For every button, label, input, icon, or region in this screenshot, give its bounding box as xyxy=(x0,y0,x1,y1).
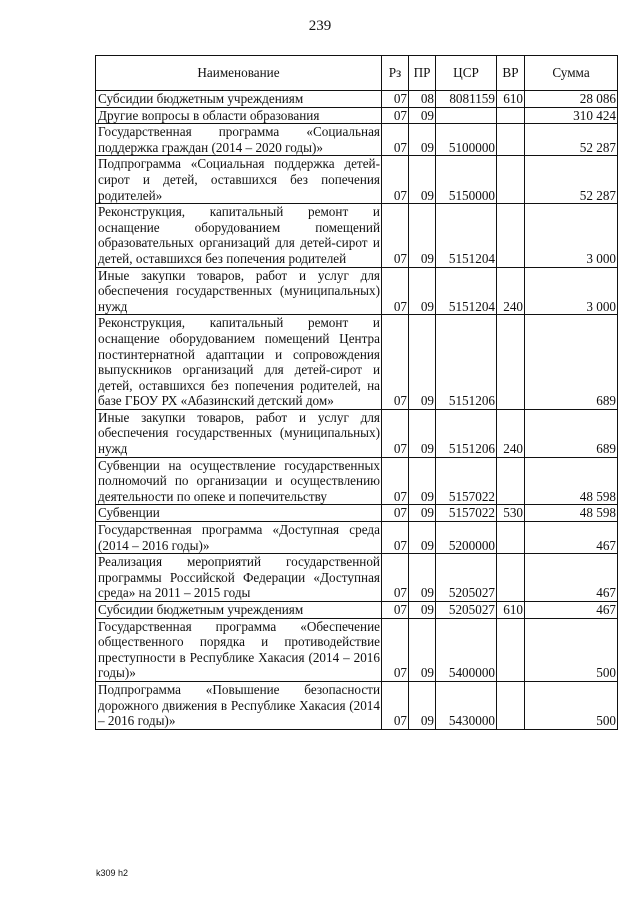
cell-rz: 07 xyxy=(382,315,409,410)
cell-name: Реконструкция, капитальный ремонт и оснащение оборудованием помещений Центра постинтернатной адаптации и сопровождения выпускников организаций для детей-сирот и детей, оставшихся без попечения родителей, на базе ГБОУ РХ «Абазинский детский дом» xyxy=(96,315,382,410)
cell-name: Подпрограмма «Повышение безопасности дорожного движения в Республике Хакасия (2014 – 2016 годы)» xyxy=(96,681,382,729)
cell-csr: 5151204 xyxy=(436,267,497,315)
cell-vr xyxy=(497,457,525,505)
cell-sum: 689 xyxy=(525,409,618,457)
cell-sum: 500 xyxy=(525,618,618,681)
cell-sum: 3 000 xyxy=(525,267,618,315)
table-row xyxy=(96,457,618,505)
cell-rz: 07 xyxy=(382,602,409,619)
cell-csr: 5157022 xyxy=(436,457,497,505)
cell-sum: 52 287 xyxy=(525,156,618,204)
cell-pr: 09 xyxy=(409,681,436,729)
cell-name: Реконструкция, капитальный ремонт и оснащение оборудованием помещений образовательных организаций для детей-сирот и детей, оставшихся без попечения родителей xyxy=(96,204,382,267)
cell-sum: 28 086 xyxy=(525,91,618,108)
cell-sum: 467 xyxy=(525,602,618,619)
cell-name: Иные закупки товаров, работ и услуг для обеспечения государственных (муниципальных) нужд xyxy=(96,267,382,315)
header-name: Наименование xyxy=(96,56,382,91)
cell-vr: 240 xyxy=(497,267,525,315)
cell-name: Субвенции на осуществление государственных полномочий по организации и осуществлению деятельности по опеке и попечительству xyxy=(96,457,382,505)
cell-vr xyxy=(497,107,525,124)
cell-sum: 3 000 xyxy=(525,204,618,267)
table-row xyxy=(96,156,618,204)
cell-rz: 07 xyxy=(382,156,409,204)
cell-vr xyxy=(497,681,525,729)
cell-pr: 09 xyxy=(409,315,436,410)
cell-vr: 240 xyxy=(497,409,525,457)
table-row xyxy=(96,618,618,681)
cell-name: Субвенции xyxy=(96,505,382,522)
cell-csr: 5151206 xyxy=(436,315,497,410)
cell-vr xyxy=(497,156,525,204)
cell-pr: 09 xyxy=(409,602,436,619)
table-row xyxy=(96,267,618,315)
table-row xyxy=(96,554,618,602)
cell-vr: 610 xyxy=(497,602,525,619)
cell-pr: 09 xyxy=(409,124,436,156)
cell-sum: 310 424 xyxy=(525,107,618,124)
cell-pr: 09 xyxy=(409,204,436,267)
cell-rz: 07 xyxy=(382,409,409,457)
cell-csr: 5205027 xyxy=(436,602,497,619)
cell-csr: 8081159 xyxy=(436,91,497,108)
table-header-row xyxy=(96,56,618,91)
cell-rz: 07 xyxy=(382,618,409,681)
cell-name: Подпрограмма «Социальная поддержка детей-сирот и детей, оставшихся без попечения родителей» xyxy=(96,156,382,204)
cell-pr: 09 xyxy=(409,409,436,457)
cell-sum: 48 598 xyxy=(525,505,618,522)
cell-csr: 5200000 xyxy=(436,522,497,554)
cell-name: Государственная программа «Обеспечение общественного порядка и противодействие преступности в Республике Хакасия (2014 – 2016 годы)» xyxy=(96,618,382,681)
table-row xyxy=(96,107,618,124)
cell-pr: 09 xyxy=(409,156,436,204)
cell-csr: 5151206 xyxy=(436,409,497,457)
cell-pr: 09 xyxy=(409,618,436,681)
table-row xyxy=(96,522,618,554)
cell-vr xyxy=(497,554,525,602)
cell-sum: 467 xyxy=(525,554,618,602)
cell-name: Государственная программа «Доступная среда (2014 – 2016 годы)» xyxy=(96,522,382,554)
cell-vr: 530 xyxy=(497,505,525,522)
footer-code: k309 h2 xyxy=(96,868,129,878)
cell-csr: 5100000 xyxy=(436,124,497,156)
cell-pr: 08 xyxy=(409,91,436,108)
cell-csr: 5205027 xyxy=(436,554,497,602)
cell-name: Государственная программа «Социальная поддержка граждан (2014 – 2020 годы)» xyxy=(96,124,382,156)
cell-rz: 07 xyxy=(382,554,409,602)
cell-rz: 07 xyxy=(382,107,409,124)
cell-rz: 07 xyxy=(382,204,409,267)
cell-name: Субсидии бюджетным учреждениям xyxy=(96,91,382,108)
cell-sum: 500 xyxy=(525,681,618,729)
table-row xyxy=(96,91,618,108)
table-row xyxy=(96,204,618,267)
header-sum: Сумма xyxy=(525,56,618,91)
cell-rz: 07 xyxy=(382,522,409,554)
cell-csr: 5157022 xyxy=(436,505,497,522)
cell-sum: 689 xyxy=(525,315,618,410)
cell-vr: 610 xyxy=(497,91,525,108)
cell-rz: 07 xyxy=(382,505,409,522)
cell-vr xyxy=(497,522,525,554)
cell-sum: 467 xyxy=(525,522,618,554)
cell-csr xyxy=(436,107,497,124)
cell-vr xyxy=(497,124,525,156)
cell-pr: 09 xyxy=(409,457,436,505)
cell-pr: 09 xyxy=(409,522,436,554)
cell-csr: 5151204 xyxy=(436,204,497,267)
cell-pr: 09 xyxy=(409,107,436,124)
table-row xyxy=(96,409,618,457)
cell-vr xyxy=(497,618,525,681)
cell-pr: 09 xyxy=(409,554,436,602)
budget-table xyxy=(95,55,618,730)
cell-sum: 52 287 xyxy=(525,124,618,156)
cell-rz: 07 xyxy=(382,91,409,108)
cell-rz: 07 xyxy=(382,681,409,729)
cell-name: Реализация мероприятий государственной программы Российской Федерации «Доступная среда» на 2011 – 2015 годы xyxy=(96,554,382,602)
cell-pr: 09 xyxy=(409,267,436,315)
cell-pr: 09 xyxy=(409,505,436,522)
cell-csr: 5150000 xyxy=(436,156,497,204)
page-number: 239 xyxy=(308,18,332,34)
cell-vr xyxy=(497,204,525,267)
table-row xyxy=(96,124,618,156)
cell-rz: 07 xyxy=(382,267,409,315)
cell-csr: 5430000 xyxy=(436,681,497,729)
header-pr: ПР xyxy=(409,56,436,91)
cell-rz: 07 xyxy=(382,457,409,505)
cell-csr: 5400000 xyxy=(436,618,497,681)
cell-rz: 07 xyxy=(382,124,409,156)
table-row xyxy=(96,602,618,619)
table-row xyxy=(96,315,618,410)
cell-name: Субсидии бюджетным учреждениям xyxy=(96,602,382,619)
cell-sum: 48 598 xyxy=(525,457,618,505)
cell-name: Другие вопросы в области образования xyxy=(96,107,382,124)
cell-vr xyxy=(497,315,525,410)
header-vr: ВР xyxy=(497,56,525,91)
header-csr: ЦСР xyxy=(436,56,497,91)
table-row xyxy=(96,505,618,522)
cell-name: Иные закупки товаров, работ и услуг для обеспечения государственных (муниципальных) нужд xyxy=(96,409,382,457)
header-rz: Рз xyxy=(382,56,409,91)
table-row xyxy=(96,681,618,729)
